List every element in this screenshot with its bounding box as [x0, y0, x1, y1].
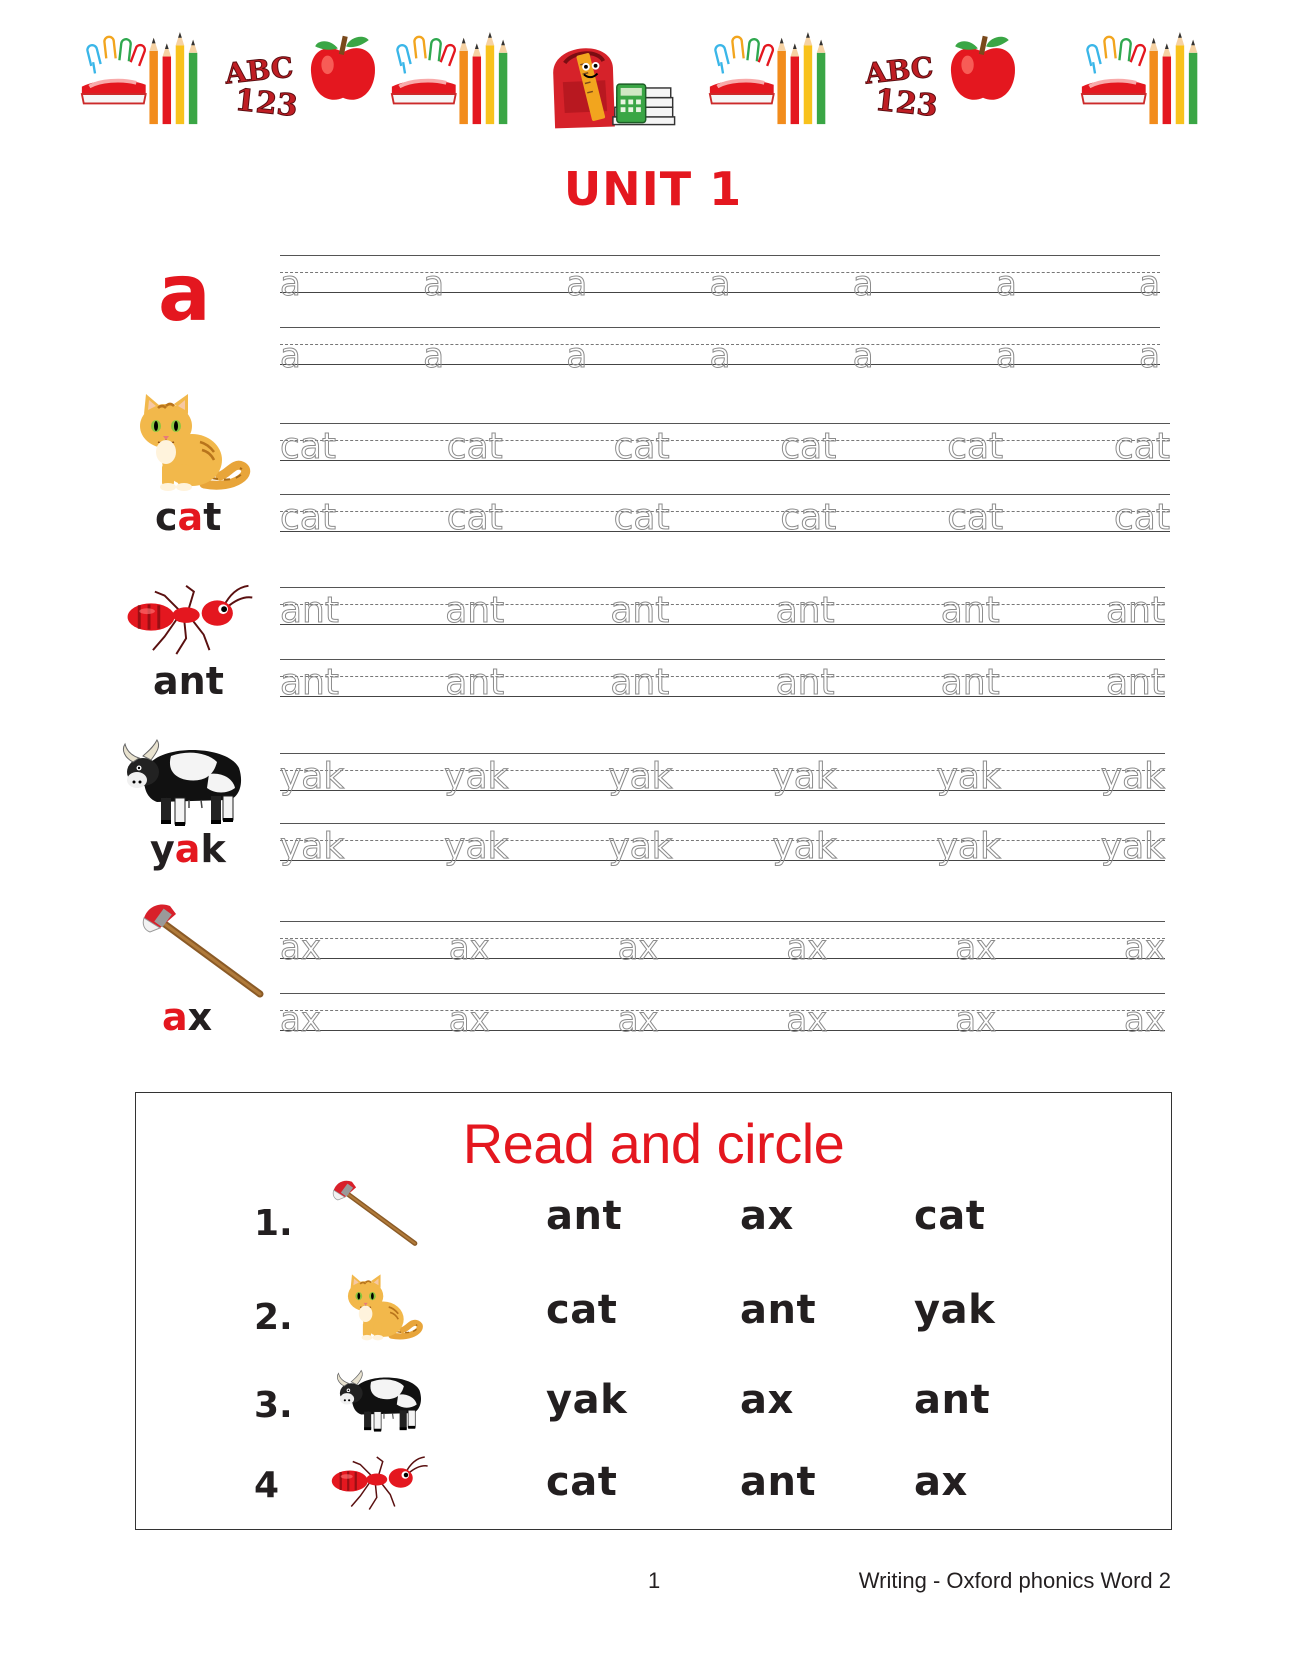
unit-title: UNIT 1 — [563, 162, 743, 216]
trace-word: cat — [1113, 426, 1170, 467]
trace-word: ant — [1105, 590, 1165, 631]
header-banner — [80, 28, 1230, 146]
trace-word: cat — [1113, 497, 1170, 538]
trace-letter: a — [566, 264, 588, 304]
trace-letter: a — [995, 336, 1017, 376]
guide-top-line — [280, 659, 1165, 660]
answer-option[interactable]: cat — [546, 1287, 618, 1333]
trace-word: ax — [1123, 928, 1165, 968]
abc-apple-icon — [225, 30, 385, 130]
guide-top-line — [280, 587, 1165, 588]
question-number: 4 — [254, 1465, 280, 1506]
trace-word: yak — [772, 826, 837, 867]
question-number: 1. — [254, 1203, 293, 1244]
trace-word: ax — [448, 1000, 490, 1040]
target-letter: a — [158, 249, 211, 339]
trace-word: cat — [780, 426, 837, 467]
trace-letter: a — [852, 336, 874, 376]
trace-words — [280, 497, 1170, 538]
trace-word: ant — [1105, 662, 1165, 703]
tracing-line[interactable] — [280, 494, 1170, 538]
word-part: t — [203, 495, 222, 539]
trace-words — [280, 1000, 1165, 1040]
answer-option[interactable]: cat — [546, 1459, 618, 1505]
trace-word: ax — [280, 928, 321, 968]
trace-word: ant — [610, 590, 670, 631]
trace-word: yak — [608, 756, 673, 797]
question-number: 3. — [254, 1385, 293, 1426]
trace-word: yak — [772, 756, 837, 797]
trace-words — [280, 426, 1170, 467]
answer-option[interactable]: ant — [740, 1459, 817, 1505]
trace-word: ant — [280, 662, 339, 703]
axe-icon — [316, 1179, 434, 1249]
tracing-line[interactable] — [280, 255, 1160, 304]
trace-word: ant — [445, 590, 505, 631]
apple-icon — [947, 34, 1019, 106]
trace-word: ax — [786, 1000, 828, 1040]
tracing-line[interactable] — [280, 993, 1165, 1040]
answer-option[interactable]: ax — [914, 1459, 968, 1505]
trace-letter: a — [709, 264, 731, 304]
trace-word: ax — [617, 928, 659, 968]
word-highlight: a — [153, 659, 179, 703]
trace-word: ant — [940, 662, 1000, 703]
trace-word: ant — [445, 662, 505, 703]
trace-word: yak — [608, 826, 673, 867]
word-part: y — [150, 827, 175, 871]
trace-letter: a — [423, 336, 445, 376]
trace-word: yak — [280, 826, 345, 867]
trace-letters — [280, 336, 1160, 376]
trace-letter: a — [1139, 264, 1160, 304]
number-text: 123 — [873, 82, 940, 125]
trace-word: cat — [947, 426, 1004, 467]
paperclip-pencils-icon — [1080, 28, 1202, 132]
trace-words — [280, 662, 1165, 703]
guide-top-line — [280, 255, 1160, 256]
word-label-ax — [162, 995, 213, 1039]
answer-option[interactable]: ant — [546, 1193, 623, 1239]
answer-option[interactable]: ax — [740, 1377, 794, 1423]
trace-word: cat — [780, 497, 837, 538]
trace-word: yak — [1100, 826, 1165, 867]
cat-icon — [336, 1273, 436, 1341]
abc-text: ABC — [223, 50, 295, 91]
word-highlight: a — [177, 495, 204, 539]
trace-letter: a — [280, 336, 301, 376]
trace-word: yak — [444, 756, 509, 797]
guide-top-line — [280, 823, 1165, 824]
axe-icon — [138, 902, 268, 1002]
trace-word: ax — [617, 1000, 659, 1040]
trace-letter: a — [566, 336, 588, 376]
trace-letter: a — [852, 264, 874, 304]
trace-words — [280, 928, 1165, 968]
guide-top-line — [280, 753, 1165, 754]
answer-option[interactable]: yak — [546, 1377, 628, 1423]
trace-word: cat — [947, 497, 1004, 538]
yak-icon — [322, 1369, 436, 1433]
trace-word: ax — [955, 928, 997, 968]
trace-word: yak — [936, 826, 1001, 867]
tracing-line[interactable] — [280, 823, 1165, 867]
page-number: 1 — [648, 1568, 661, 1593]
answer-option[interactable]: ant — [914, 1377, 991, 1423]
answer-option[interactable]: yak — [914, 1287, 996, 1333]
word-highlight: a — [162, 995, 188, 1039]
trace-word: yak — [1100, 756, 1165, 797]
trace-word: ax — [1123, 1000, 1165, 1040]
paperclip-pencils-icon — [708, 28, 830, 132]
trace-letter: a — [280, 264, 301, 304]
trace-word: ax — [280, 1000, 321, 1040]
trace-letter: a — [1139, 336, 1160, 376]
number-text: 123 — [233, 82, 300, 125]
read-and-circle-title: Read and circle — [462, 1112, 845, 1175]
answer-option[interactable]: cat — [914, 1193, 986, 1239]
ant-icon — [125, 578, 253, 656]
guide-top-line — [280, 494, 1170, 495]
trace-word: yak — [280, 756, 345, 797]
tracing-line[interactable] — [280, 327, 1160, 376]
trace-word: ant — [775, 590, 835, 631]
trace-word: ax — [448, 928, 490, 968]
trace-word: yak — [936, 756, 1001, 797]
trace-letter: a — [709, 336, 731, 376]
cat-icon — [135, 392, 257, 492]
abc-text: ABC — [863, 50, 935, 91]
guide-top-line — [280, 921, 1165, 922]
trace-word: ant — [280, 590, 339, 631]
guide-top-line — [280, 993, 1165, 994]
trace-word: ant — [610, 662, 670, 703]
guide-top-line — [280, 327, 1160, 328]
trace-word: cat — [280, 497, 336, 538]
tracing-line[interactable] — [280, 423, 1170, 467]
tracing-line[interactable] — [280, 659, 1165, 703]
ant-icon — [324, 1451, 434, 1511]
trace-words — [280, 756, 1165, 797]
read-and-circle-box — [135, 1092, 1172, 1530]
word-highlight: a — [174, 827, 201, 871]
word-part: nt — [178, 659, 224, 703]
apple-icon — [307, 34, 379, 106]
word-part: k — [200, 827, 226, 871]
trace-letter: a — [995, 264, 1017, 304]
yak-icon — [115, 738, 249, 828]
trace-word: cat — [280, 426, 336, 467]
backpack-books-icon — [542, 34, 680, 140]
guide-top-line — [280, 423, 1170, 424]
question-number: 2. — [254, 1297, 293, 1338]
trace-word: cat — [446, 426, 503, 467]
tracing-line[interactable] — [280, 587, 1165, 631]
answer-option[interactable]: ax — [740, 1193, 794, 1239]
answer-option[interactable]: ant — [740, 1287, 817, 1333]
paperclip-pencils-icon — [80, 28, 202, 132]
trace-word: ant — [775, 662, 835, 703]
trace-word: ax — [786, 928, 828, 968]
trace-letter: a — [423, 264, 445, 304]
word-label-cat — [155, 495, 222, 539]
trace-word: cat — [613, 426, 670, 467]
word-part: c — [155, 495, 178, 539]
trace-words — [280, 590, 1165, 631]
trace-letters — [280, 264, 1160, 304]
trace-word: ant — [940, 590, 1000, 631]
trace-word: cat — [613, 497, 670, 538]
tracing-line[interactable] — [280, 753, 1165, 797]
word-part: x — [187, 995, 213, 1039]
trace-word: cat — [446, 497, 503, 538]
word-label-ant — [153, 659, 224, 703]
trace-word: yak — [444, 826, 509, 867]
trace-words — [280, 826, 1165, 867]
paperclip-pencils-icon — [390, 28, 512, 132]
abc-apple-icon — [865, 30, 1025, 130]
word-label-yak — [150, 827, 226, 871]
book-title: Writing - Oxford phonics Word 2 — [858, 1568, 1171, 1593]
tracing-line[interactable] — [280, 921, 1165, 968]
trace-word: ax — [955, 1000, 997, 1040]
